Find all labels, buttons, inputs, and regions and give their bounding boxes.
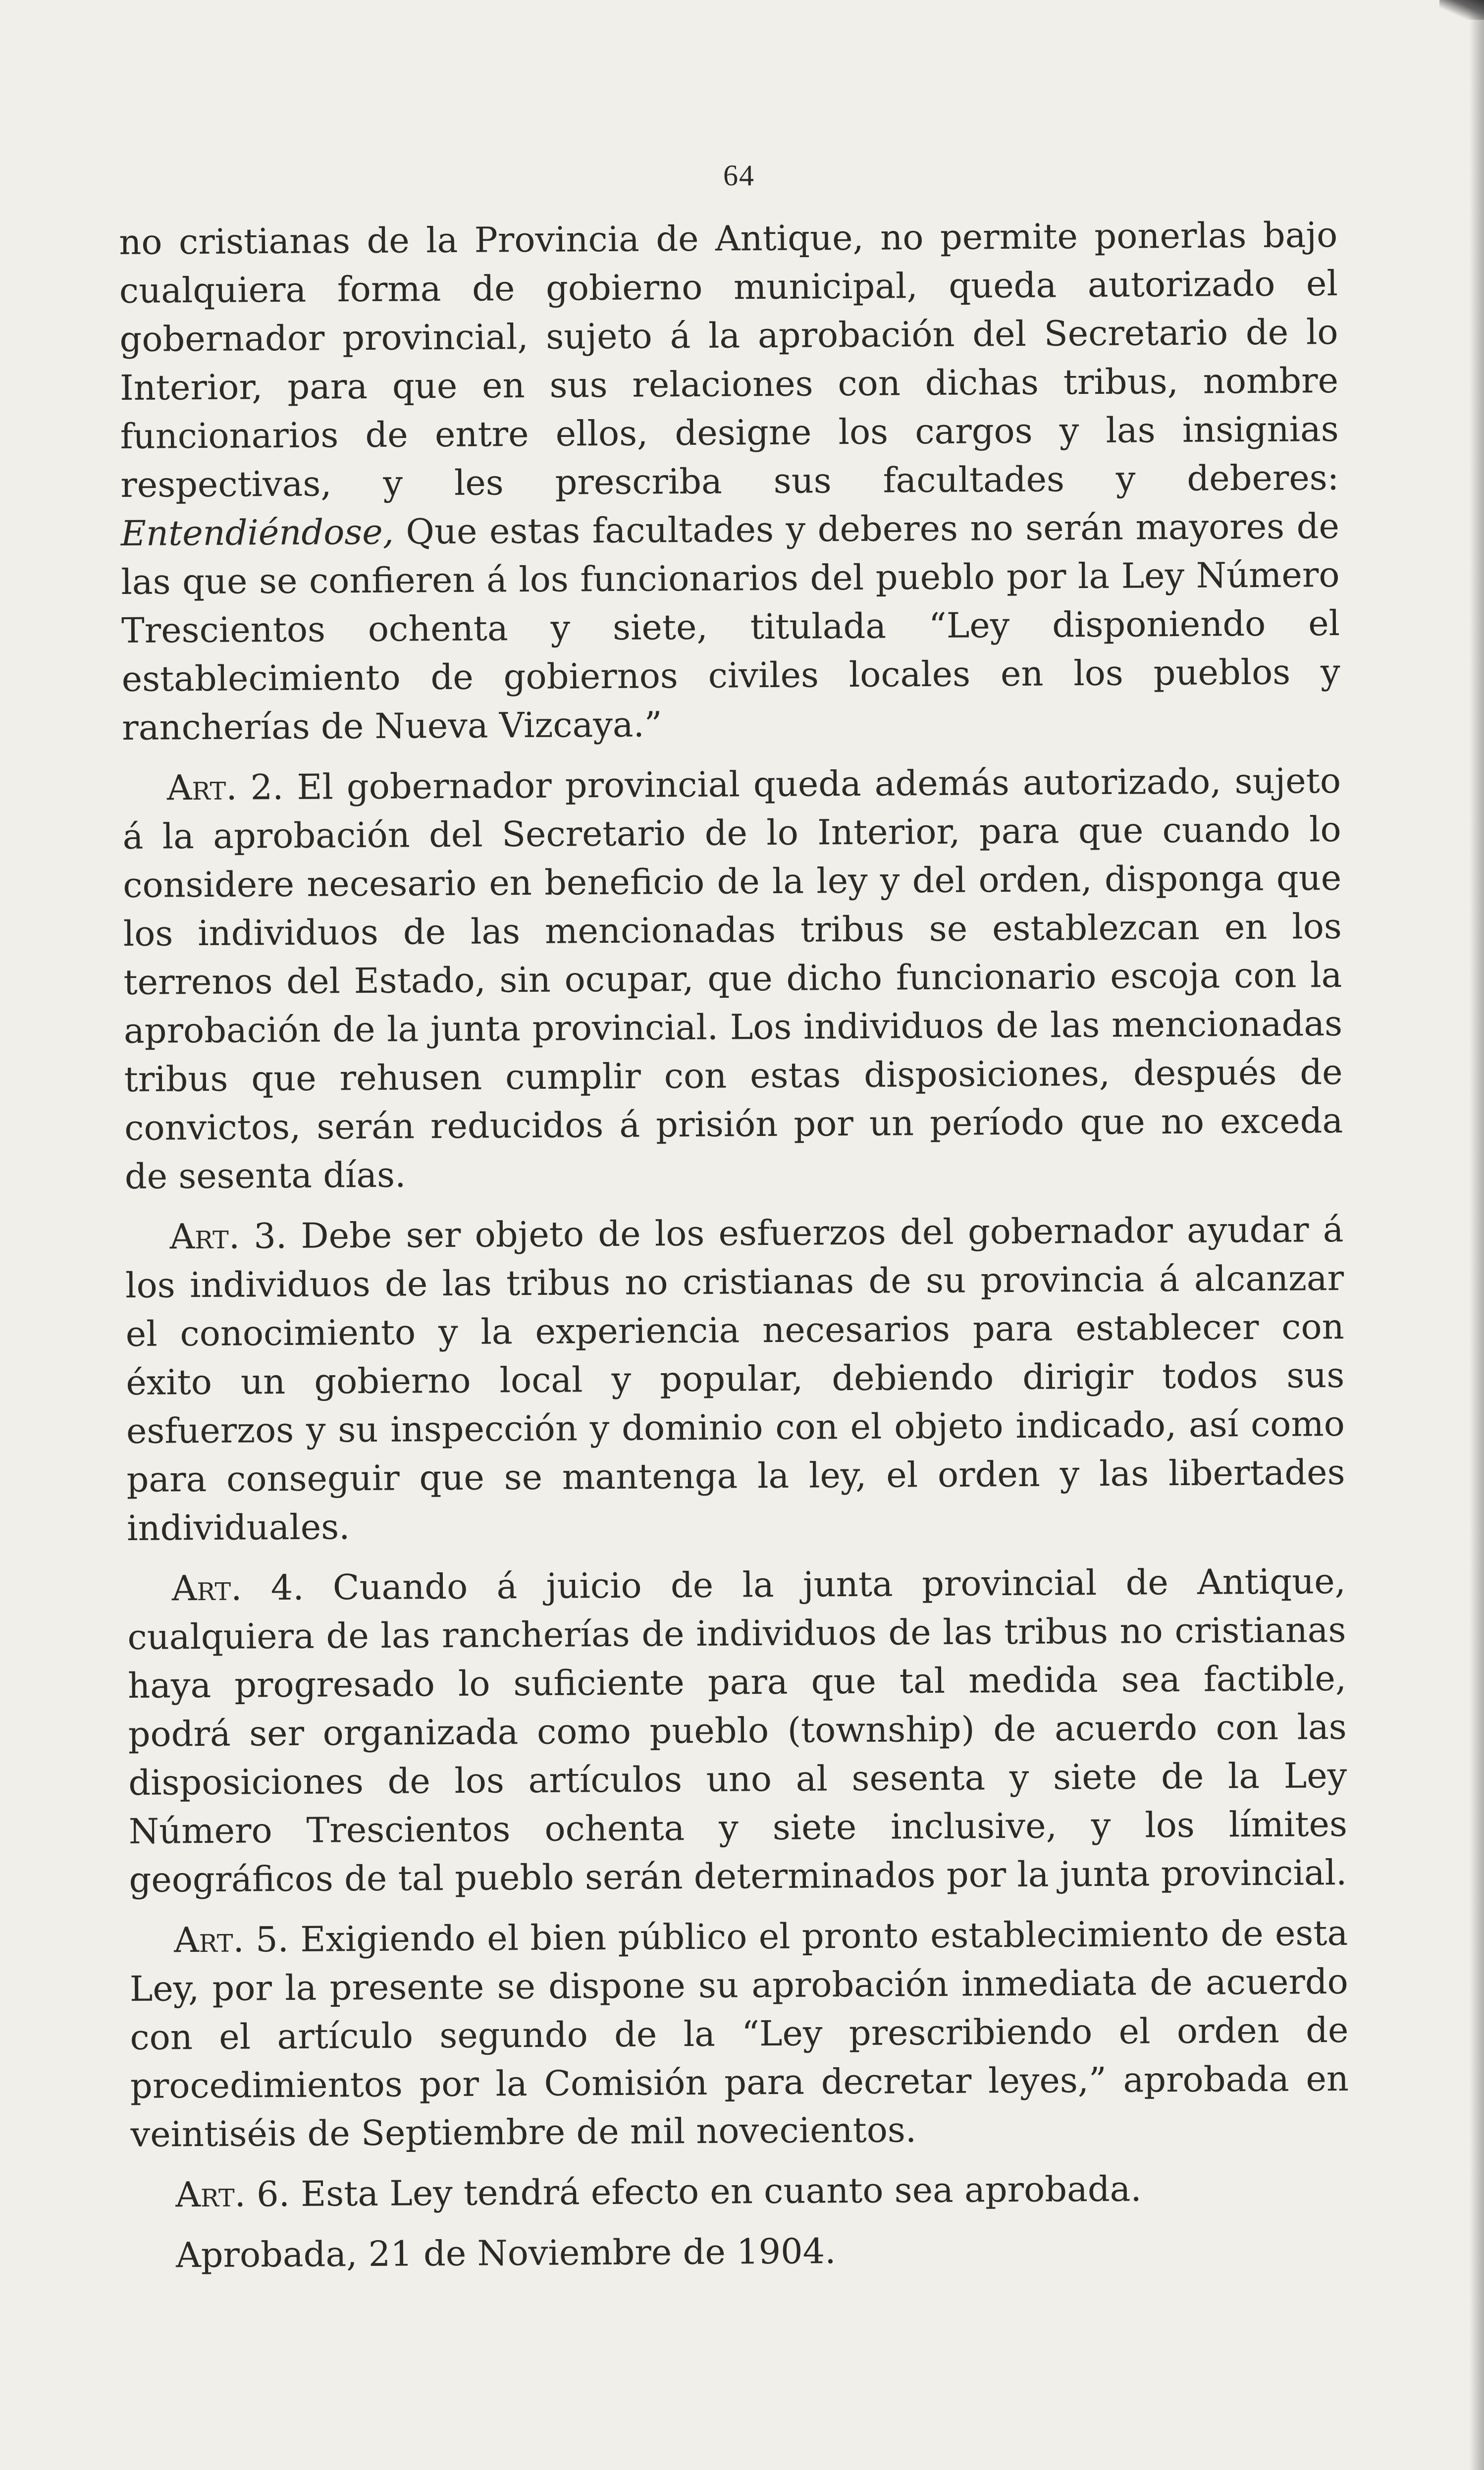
article-label: Art. 2. [166, 766, 284, 808]
paragraph-tail-text: Que estas facultades y deberes no serán mayores de las que se confieren á los funcionarios del pueblo por la Ley Número Trescientos ochenta y siete, titulada “Ley disponiendo el establecimiento de gobiernos civiles locales en los pueblos y rancherías de Nueva Vizcaya.” [121, 505, 1340, 748]
article-2 [122, 756, 1343, 1201]
article-text: El gobernador provincial queda además autorizado, sujeto á la aprobación del Secretario de lo Interior, para que cuando lo considere necesario en beneficio de la ley y del orden, disponga que los individuos de las mencionadas tribus se establezcan en los terrenos del Estado, sin ocupar, que dicho funcionario escoja con la aprobación de la junta provincial. Los individuos de las mencionadas tribus que rehusen cumplir con estas disposiciones, después de convictos, serán reducidos á prisión por un período que no exceda de sesenta días. [122, 760, 1343, 1197]
article-text: Debe ser objeto de los esfuerzos del gobernador ayudar á los individuos de las tribus no cristianas de su provincia á alcanzar el conocimiento y la experiencia necesarios para establecer con éxito un gobierno local y popular, debiendo dirigir todos sus esfuerzos y su inspección y dominio con el objeto indicado, así como para conseguir que se mantenga la ley, el orden y las libertades individuales. [125, 1209, 1345, 1549]
page-edge-shadow [1469, 0, 1484, 2470]
paragraph-continuation [119, 211, 1341, 752]
page-number: 64 [723, 159, 755, 192]
approval-text: Aprobada, 21 de Noviembre de 1904. [175, 2231, 836, 2276]
article-label: Art. 5. [173, 1919, 289, 1961]
article-label: Art. 4. [171, 1567, 304, 1609]
article-text: Exigiendo el bien público el pronto establecimiento de esta Ley, por la presente se dispone su aprobación inmediata de acuerdo con el artículo segundo de la “Ley prescribiendo el orden de procedimientos por la Comisión para decretar leyes,” aprobada en veintiséis de Septiembre de mil novecientos. [129, 1912, 1349, 2155]
article-3 [125, 1205, 1345, 1553]
paragraph-italic-text: Entendiéndose, [120, 511, 394, 554]
article-text: Esta Ley tendrá efecto en cuanto sea aprobada. [289, 2168, 1142, 2214]
article-4 [127, 1557, 1348, 1904]
article-5 [129, 1909, 1349, 2159]
article-label: Art. 3. [169, 1215, 287, 1257]
body-text [119, 211, 1350, 2280]
article-text: Cuando á juicio de la junta provincial de Antique, cualquiera de las rancherías de individuos de las tribus no cristianas haya progresado lo suficiente para que tal medida sea factible, podrá ser organizada como pueblo (township) de acuerdo con las disposiciones de los artículos uno al sesenta y siete de la Ley Número Trescientos ochenta y siete inclusive, y los límites geográficos de tal pueblo serán determinados por la junta provincial. [127, 1560, 1348, 1900]
paragraph-text: no cristianas de la Provincia de Antique, no permite ponerlas bajo cualquiera forma de gobierno municipal, queda autorizado el gobernador provincial, sujeto á la aprobación del Secretario de lo Interior, para que en sus relaciones con dichas tribus, nombre funcionarios de entre ellos, designe los cargos y las insignias respectivas, y les prescriba sus facultades y deberes: [119, 214, 1339, 505]
article-6 [131, 2163, 1350, 2219]
corner-mark [1439, 0, 1484, 20]
approval-line [131, 2224, 1350, 2280]
article-label: Art. 6. [175, 2173, 290, 2215]
